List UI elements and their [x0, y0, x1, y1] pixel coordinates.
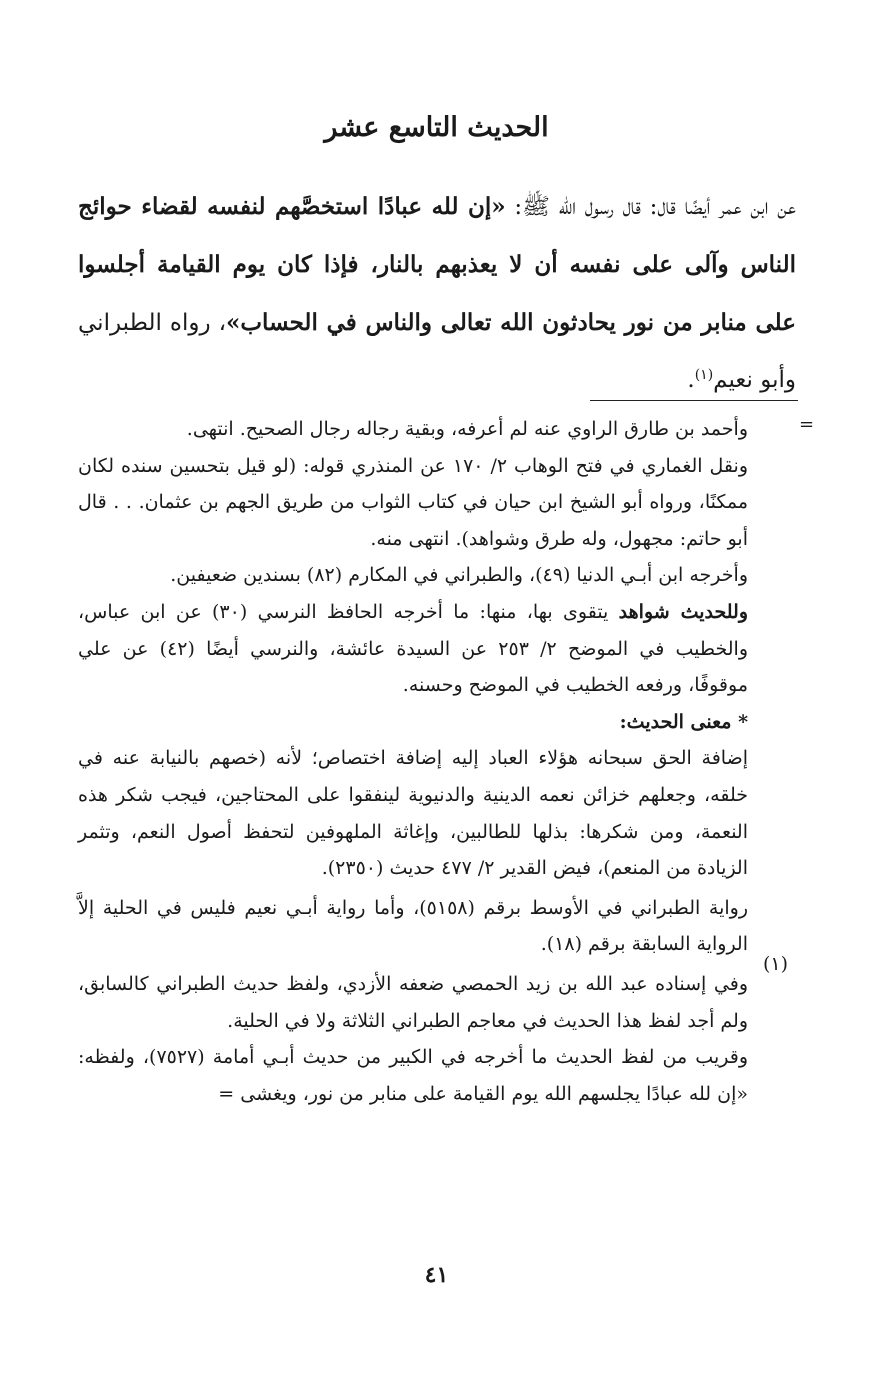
shawahid-text: يتقوى بها، منها: ما أخرجه الحافظ النرسي (٣٠) عن ابن عباس، والخطيب في الموضح ٢/ ٢٥٣ عن السيدة عائشة، والنرسي أيضًا (٤٢) عن علي موقوفًا، ورفعه الخطيب في الموضح وحسنه. [78, 600, 748, 697]
footnote-line: وأحمد بن طارق الراوي عنه لم أعرفه، وبقية رجاله رجال الصحيح. انتهى. [186, 418, 748, 440]
hadith-end: . [687, 367, 695, 393]
footnote-1-number: (١) [763, 953, 789, 975]
page-number: ٤١ [424, 1262, 449, 1288]
hadith-quote: «إن لله عبادًا استخصَّهم لنفسه لقضاء حوائج الناس وآلى على نفسه أن لا يعذبهم بالنار، فإذا كان يوم القيامة أجلسوا على منابر من نور يحادثون الله تعالى والناس في الحساب» [78, 193, 796, 336]
footnote-1-cont: وفي إسناده عبد الله بن زيد الحمصي ضعفه الأزدي، ولفظ حديث الطبراني كالسابق، ولم أجد لفظ هذا الحديث في معاجم الطبراني الثلاثة ولا في الحلية. [78, 972, 748, 1032]
footnote-1-text: رواية الطبراني في الأوسط برقم (٥١٥٨)، وأما رواية أبـي نعيم فليس في الحلية إلاَّ الرواية السابقة برقم (١٨). [78, 896, 749, 956]
footnote-line: وأخرجه ابن أبـي الدنيا (٤٩)، والطبراني في المكارم (٨٢) بسندين ضعيفين. [170, 564, 748, 587]
page-title: الحديث التاسع عشر [324, 112, 549, 143]
footnote-1-cont: وقريب من لفظ الحديث ما أخرجه في الكبير من حديث أبـي أمامة (٧٥٢٧)، ولفظه: «إن لله عبادًا يجلسهم الله يوم القيامة على منابر من نور، ويغشى = [78, 1046, 748, 1105]
meaning-heading: * معنى الحديث: [619, 710, 748, 733]
footnote-line: ونقل الغماري في فتح الوهاب ٢/ ١٧٠ عن المنذري قوله: (لو قيل بتحسين سنده لكان ممكنًا، ورواه أبو الشيخ ابن حيان في كتاب الثواب من طريق الجهم بن عثمان. . . قال أبو حاتم: مجهول، وله طرق وشواهد). انتهى منه. [78, 454, 748, 550]
hadith-text [78, 178, 796, 409]
hadith-intro: عن ابن عمر أيضًا قال: قال رسول الله ﷺ: [505, 194, 796, 220]
shawahid-lead: وللحديث شواهد [618, 600, 749, 623]
continuation-mark: = [799, 414, 815, 435]
footnote-separator [590, 400, 798, 401]
footnote-ref[interactable]: (١) [694, 367, 714, 383]
hadith-source: ، رواه الطبراني وأبو نعيم [78, 310, 796, 393]
meaning-text: إضافة الحق سبحانه هؤلاء العباد إليه إضافة اختصاص؛ لأنه (خصهم بالنيابة عنه في خلقه، وجعلهم خزائن نعمه الدينية والدنيوية لينفقوا على المحتاجين، فيجب شكر هذه النعمة، ومن شكرها: بذلها للطالبين، وإغاثة الملهوفين لتحفظ أصول النعم، وتثمر الزيادة من المنعم)، فيض القدير ٢/ ٤٧٧ حديث (٢٣٥٠). [78, 747, 748, 880]
shawahid-paragraph [78, 594, 748, 704]
footnotes [78, 411, 748, 1112]
